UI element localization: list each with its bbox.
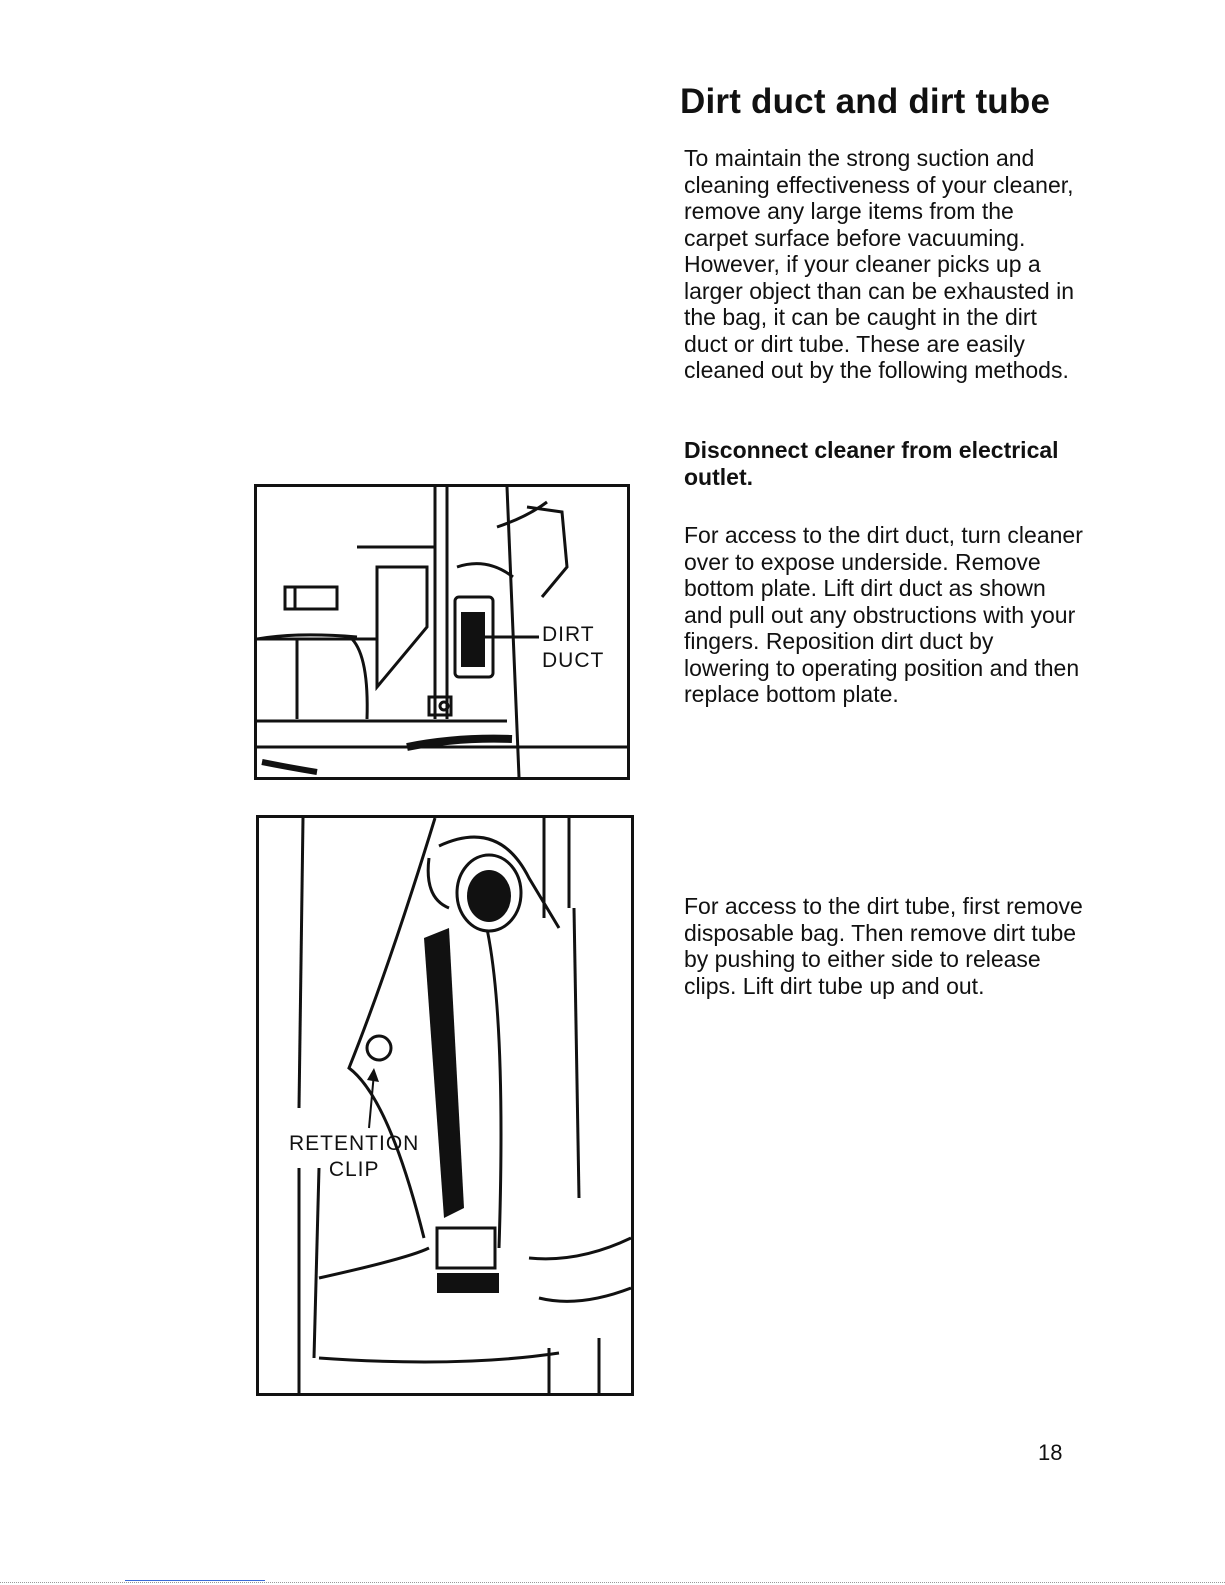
dirt-tube-paragraph: For access to the dirt tube, first remove disposable bag. Then remove dirt tube by pushing to either side to release clips. Lift dirt tube up and out.: [684, 893, 1083, 999]
intro-paragraph: To maintain the strong suction and cleaning effectiveness of your cleaner, remove any large items from the carpet surface before vacuuming. However, if your cleaner picks up a larger object than can be exhausted in the bag, it can be caught in the dirt duct or dirt tube. These are easily cleaned out by the following methods.: [684, 145, 1074, 383]
page-title: Dirt duct and dirt tube: [680, 82, 1051, 121]
warning-text: Disconnect cleaner from electrical outlet.: [684, 437, 1059, 490]
retention-clip-callout: RETENTION CLIP: [289, 1132, 420, 1181]
dirt-duct-paragraph: For access to the dirt duct, turn cleaner over to expose underside. Remove bottom plate. Lift dirt duct as shown and pull out any obstructions with your fingers. Reposition dirt duct by lowering to operating position and then replace bottom plate.: [684, 522, 1083, 707]
dirt-tube-illustration: [256, 815, 634, 1396]
dirt-duct-callout: DIRT DUCT: [542, 623, 605, 672]
dirt-tube-drawing: [259, 818, 631, 1393]
dirt-duct-illustration: [254, 484, 630, 780]
footer-link-underline: [125, 1580, 265, 1581]
page-number: 18: [1038, 1440, 1063, 1465]
footer-divider: [0, 1582, 1225, 1583]
